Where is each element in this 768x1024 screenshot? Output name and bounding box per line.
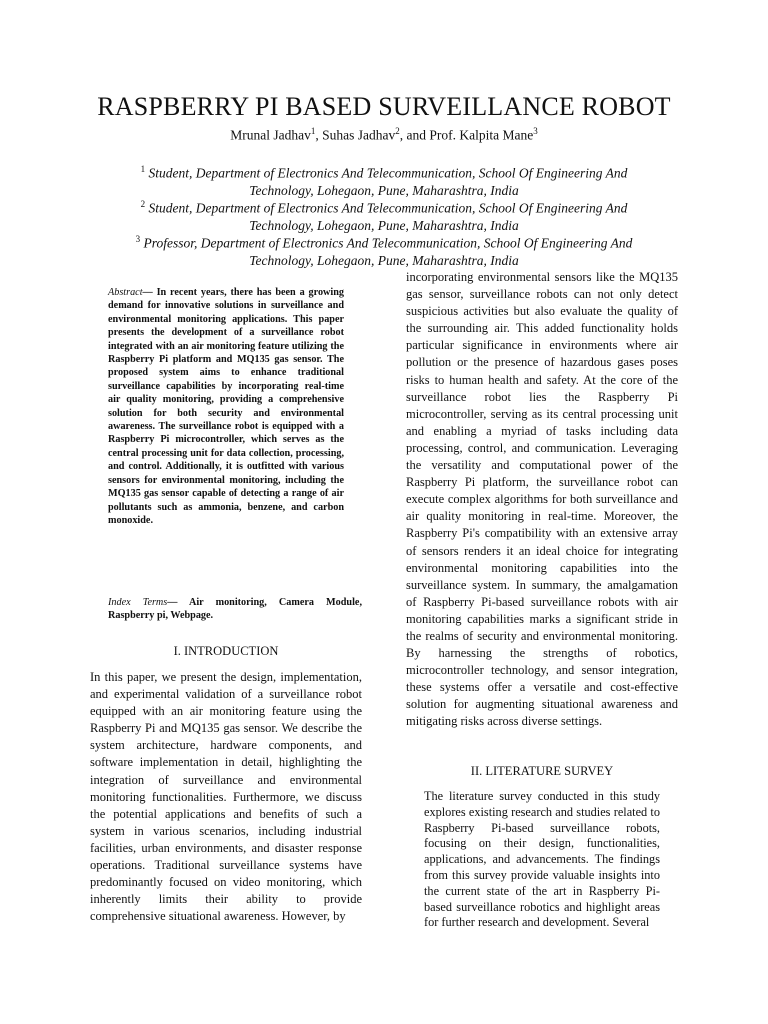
- affiliation-text: Student, Department of Electronics And Telecommunication, School Of Engineering And Technology, Lohegaon, Pune, Maharashtra, India: [148, 165, 628, 198]
- author-separator: ,: [315, 127, 323, 143]
- author-affiliation-marker: 3: [533, 126, 538, 136]
- index-terms-dash: —: [167, 597, 189, 608]
- index-terms: [108, 596, 362, 623]
- author-affiliation-marker: 2: [395, 126, 400, 136]
- affiliation: [120, 196, 648, 235]
- affiliation-marker: 3: [135, 234, 141, 244]
- introduction-paragraph-continued: incorporating environmental sensors like the MQ135 gas sensor, surveillance robots can not only detect suspicious activities but also evaluate the quality of the surrounding air. This added functionality holds particular significance in environments where air pollution or the presence of hazardous gases poses risks to human health and safety. At the core of the surveillance robot lies the Raspberry Pi microcontroller, serving as its central processing unit and enabling a myriad of tasks including data processing, control, and communication. Leveraging the versatility and computational power of the Raspberry Pi platform, the surveillance robot can execute complex algorithms for both surveillance and air quality monitoring in real-time. Moreover, the Raspberry Pi's compatibility with an extensive array of sensors renders it an ideal choice for integrating environmental monitoring capabilities into the surveillance system. In summary, the amalgamation of Raspberry Pi-based surveillance robots with air monitoring capabilities marks a significant stride in the realms of security and environmental monitoring. By harnessing the strengths of robotics, microcontroller technology, and sensor integration, these systems offer a versatile and cost-effective solution for augmenting situational awareness and mitigating risks across diverse settings.: [406, 270, 678, 729]
- affiliation: [120, 231, 648, 270]
- abstract-label: Abstract: [108, 287, 143, 298]
- section-heading-literature-survey: II. LITERATURE SURVEY: [470, 764, 614, 778]
- author-separator: , and: [399, 127, 430, 143]
- index-terms-label: Index Terms: [108, 597, 168, 608]
- affiliation-marker: 2: [140, 199, 146, 209]
- paper-title: RASPBERRY PI BASED SURVEILLANCE ROBOT: [97, 92, 671, 121]
- literature-survey-paragraph: The literature survey conducted in this study explores existing research and studies related to Raspberry Pi-based surveillance robots, focusing on their design, functionalities, applications, and advancements. The findings from this survey provide valuable insights into the current state of the art in Raspberry Pi-based surveillance robotics and highlight areas for further research and development. Several: [424, 789, 660, 930]
- affiliation: [120, 161, 648, 200]
- abstract-text: In recent years, there has been a growing demand for innovative solutions in surveillance and environmental monitoring applications. This paper presents the development of a surveillance robot integrated with an air monitoring feature utilizing the Raspberry Pi platform and MQ135 gas sensor. The proposed system aims to enhance traditional surveillance capabilities by incorporating real-time air quality monitoring, providing a comprehensive solution for both security and environmental awareness. The surveillance robot is equipped with a Raspberry Pi microcontroller, which serves as the central processing unit for data collection, processing, and control. Additionally, it is outfitted with various sensors for environmental monitoring, including the MQ135 gas sensor capable of detecting a range of air pollutants such as ammonia, benzene, and carbon monoxide.: [108, 287, 344, 526]
- affiliation-text: Student, Department of Electronics And Telecommunication, School Of Engineering And Technology, Lohegaon, Pune, Maharashtra, India: [148, 200, 628, 233]
- index-terms-text: Air monitoring, Camera Module, Raspberry pi, Webpage.: [108, 597, 362, 622]
- abstract: [108, 286, 344, 527]
- author-affiliation-marker: 1: [310, 126, 316, 136]
- introduction-paragraph: In this paper, we present the design, implementation, and experimental validation of a surveillance robot equipped with an air monitoring feature using the Raspberry Pi and MQ135 gas sensor. We describe the system architecture, hardware components, and software implementation in detail, highlighting the integration of surveillance and environmental monitoring functionalities. Furthermore, we discuss the potential applications and benefits of such a system in various scenarios, including industrial facilities, urban environments, and disaster response operations. Traditional surveillance systems have predominantly focused on video monitoring, which inherently limits their ability to provide comprehensive situational awareness. However, by: [90, 670, 362, 924]
- affiliation-text: Professor, Department of Electronics And Telecommunication, School Of Engineering And Technology, Lohegaon, Pune, Maharashtra, India: [143, 235, 633, 268]
- section-heading-introduction: I. INTRODUCTION: [173, 644, 279, 658]
- author-name: Mrunal Jadhav: [230, 127, 311, 143]
- author-name: Prof. Kalpita Mane: [429, 127, 534, 143]
- affiliation-marker: 1: [140, 164, 146, 174]
- author-name: Suhas Jadhav: [322, 127, 396, 143]
- author-line: [0, 126, 768, 144]
- abstract-dash: —: [142, 287, 157, 298]
